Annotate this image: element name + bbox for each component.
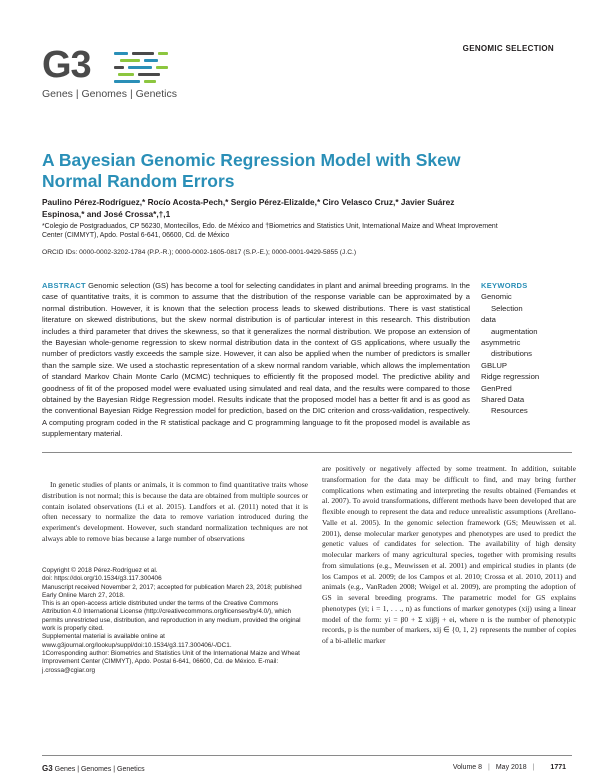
article-title: A Bayesian Genomic Regression Model with Skew Normal Random Errors [42, 150, 461, 191]
orcid-ids: ORCID IDs: 0000-0002-3202-1784 (P.P.-R.); 0000-0002-1605-0817 (S.P.-E.); 0000-0001-9429-5855 (J.C.) [42, 249, 357, 256]
license-note: This is an open-access article distributed under the terms of the Creative Commons Attribution 4.0 International License (http://creativecommons.org/licenses/by/4.0/), which permits unrestricted use, distribution, and reproduction in any medium, provided the original work is properly cited. [42, 600, 301, 633]
abstract-divider [42, 452, 572, 453]
logo-mark: G3 [42, 44, 91, 86]
section-label: GENOMIC SELECTION [462, 44, 554, 53]
body-column-right [322, 464, 576, 647]
supplement-link[interactable]: Supplemental material is available online at www.g3journal.org/lookup/suppl/doi:10.1534/g3.117.300406/-/DC1. [42, 633, 232, 649]
keyword-item: augmentation [491, 326, 538, 336]
page-number: 1771 [550, 764, 566, 771]
abstract [42, 280, 470, 440]
keyword-item: data [481, 315, 496, 325]
body-paragraph: In genetic studies of plants or animals, it is common to find quantitative traits whose distribution is not normal; this is because the data are obtained from multiple sources or contain isolated observations (Li et al. 2015). Landfors et al. (2011) noted that it is often necessary to normalize the data to remove variation introduced during the experiment's development. However, such standard normalization techniques are not always able to remove bias because a large number of observations [42, 480, 308, 543]
keyword-item: Shared Data [481, 395, 525, 405]
keyword-item: Genomic [481, 292, 512, 302]
keyword-item: GBLUP [481, 360, 508, 370]
footer-date: May 2018 [495, 764, 527, 771]
keyword-item: Ridge regression [481, 372, 540, 382]
copyright-line: Copyright © 2018 Pérez-Rodríguez et al. [42, 567, 158, 574]
footer-journal-name: Genes | Genomes | Genetics [54, 766, 145, 773]
body-paragraph: are positively or negatively affected by some treatment. In addition, suitable transformation for the data may be difficult to find, and may bring further complications when estimating and interpreting the results obtained (Fernandes et al. 2007). To avoid transformations, different methods have been developed that are flexible enough to represent the data and reduce unrealistic assumptions (Arellano-Valle et al. 2005). In the genomic selection framework (GS; Meuwissen et al. 2001), dense molecular marker genotypes and phenotypes are used to predict the genetic values of candidates for selection. The availability of high density molecular markers of many agricultural species, together with promising results from simulations (e.g., Meuwissen et al. 2001) and empirical studies in plants (de los Campos et al. 2009; de los Campos et al. 2010; Crossa et al. 2010, 2011) and animals (e.g., VanRaden 2008; Weigel et al. 2009), are prompting the adoption of GS in several breeding programs. The parametric model for GS explains phenotypes (yi; i = 1, . . ., n) as functions of marker genotypes (xij) using a linear model of the form: yi = β0 + Σ xijβj + ei, where n is the number of phenotypic records, p is the number of markers, xij ∈ {0, 1, 2} represents the number of copies of a bi-allelic marker [322, 464, 576, 645]
body-column-left [42, 480, 308, 545]
keyword-item: distributions [491, 349, 533, 359]
abstract-label: ABSTRACT [42, 281, 86, 290]
doi-link[interactable]: doi: https://doi.org/10.1534/g3.117.300406 [42, 575, 162, 583]
correspondence-note: 1Corresponding author: Biometrics and Statistics Unit of the International Maize and Wheat Improvement Center (CIMMYT), Apdo. Postal 6-641, 06600, Cd. de México. E-mail: j.crossa@cgiar.org [42, 649, 300, 674]
keywords-label: KEYWORDS [481, 281, 528, 290]
footer-journal-mark: G3 [42, 764, 53, 773]
manuscript-dates: Manuscript received November 2, 2017; accepted for publication March 23, 2018; published Early Online March 27, 2018. [42, 583, 302, 599]
footer-journal [42, 764, 145, 773]
logo-dna-bars-icon [114, 50, 174, 84]
journal-logo [42, 44, 178, 106]
abstract-text: Genomic selection (GS) has become a tool for selecting candidates in plant and animal breeding programs. In the case of quantitative traits, it is common to assume that the distribution of the response variable can be approximated by a normal distribution. However, it is known that the selection process leads to skewed distributions. There is vast statistical literature on skewed distributions, but the skew normal distribution is of particular interest in this research. This distribution includes a third parameter that drives the skewness, so that it generalizes the normal distribution. We propose an extension of the Bayesian whole-genome regression to skew normal distribution data in the context of GS applications, where usually the number of predictors vastly exceeds the sample size. However, it can also be applied when the number of predictors is smaller than the sample size. We used a stochastic representation of a skew normal random variable, which allows the implementation of standard Markov Chain Monte Carlo (MCMC) techniques to efficiently fit the proposed model. The predictive ability and goodness of fit of the proposed model were evaluated using simulated and real data, and the results were compared to those obtained by the Bayesian Ridge Regression model. Results indicate that the proposed model has a better fit and is as good as the conventional Bayesian Ridge Regression model for prediction, based on the DIC criterion and cross-validation, respectively. A computing program coded in the R statistical package and C programming language to fit the proposed model is available as supplementary material. [42, 281, 470, 439]
footer-issue: Volume 8 | May 2018 | 1771 [452, 764, 566, 771]
keyword-item: GenPred [481, 383, 512, 393]
affiliations: *Colegio de Postgraduados, CP 56230, Montecillos, Edo. de México and †Biometrics and Statistics Unit, International Maize and Wheat Improvement Center (CIMMYT), Apdo. Postal 6-641, 06600, Cd. de México [42, 223, 498, 240]
keyword-item: Selection [491, 303, 523, 313]
footer-volume: Volume 8 [452, 764, 483, 771]
keyword-item: Resources [491, 406, 528, 416]
keyword-item: asymmetric [481, 338, 521, 348]
footer-divider [42, 755, 572, 756]
author-list: Paulino Pérez-Rodríguez,* Rocío Acosta-Pech,* Sergio Pérez-Elizalde,* Ciro Velasco Cruz,* Javier Suárez Espinosa,* and José Crossa*,†,1 [42, 197, 455, 219]
article-footnotes [42, 567, 308, 675]
keywords-panel [481, 280, 571, 417]
logo-subtitle: Genes | Genomes | Genetics [42, 88, 178, 100]
